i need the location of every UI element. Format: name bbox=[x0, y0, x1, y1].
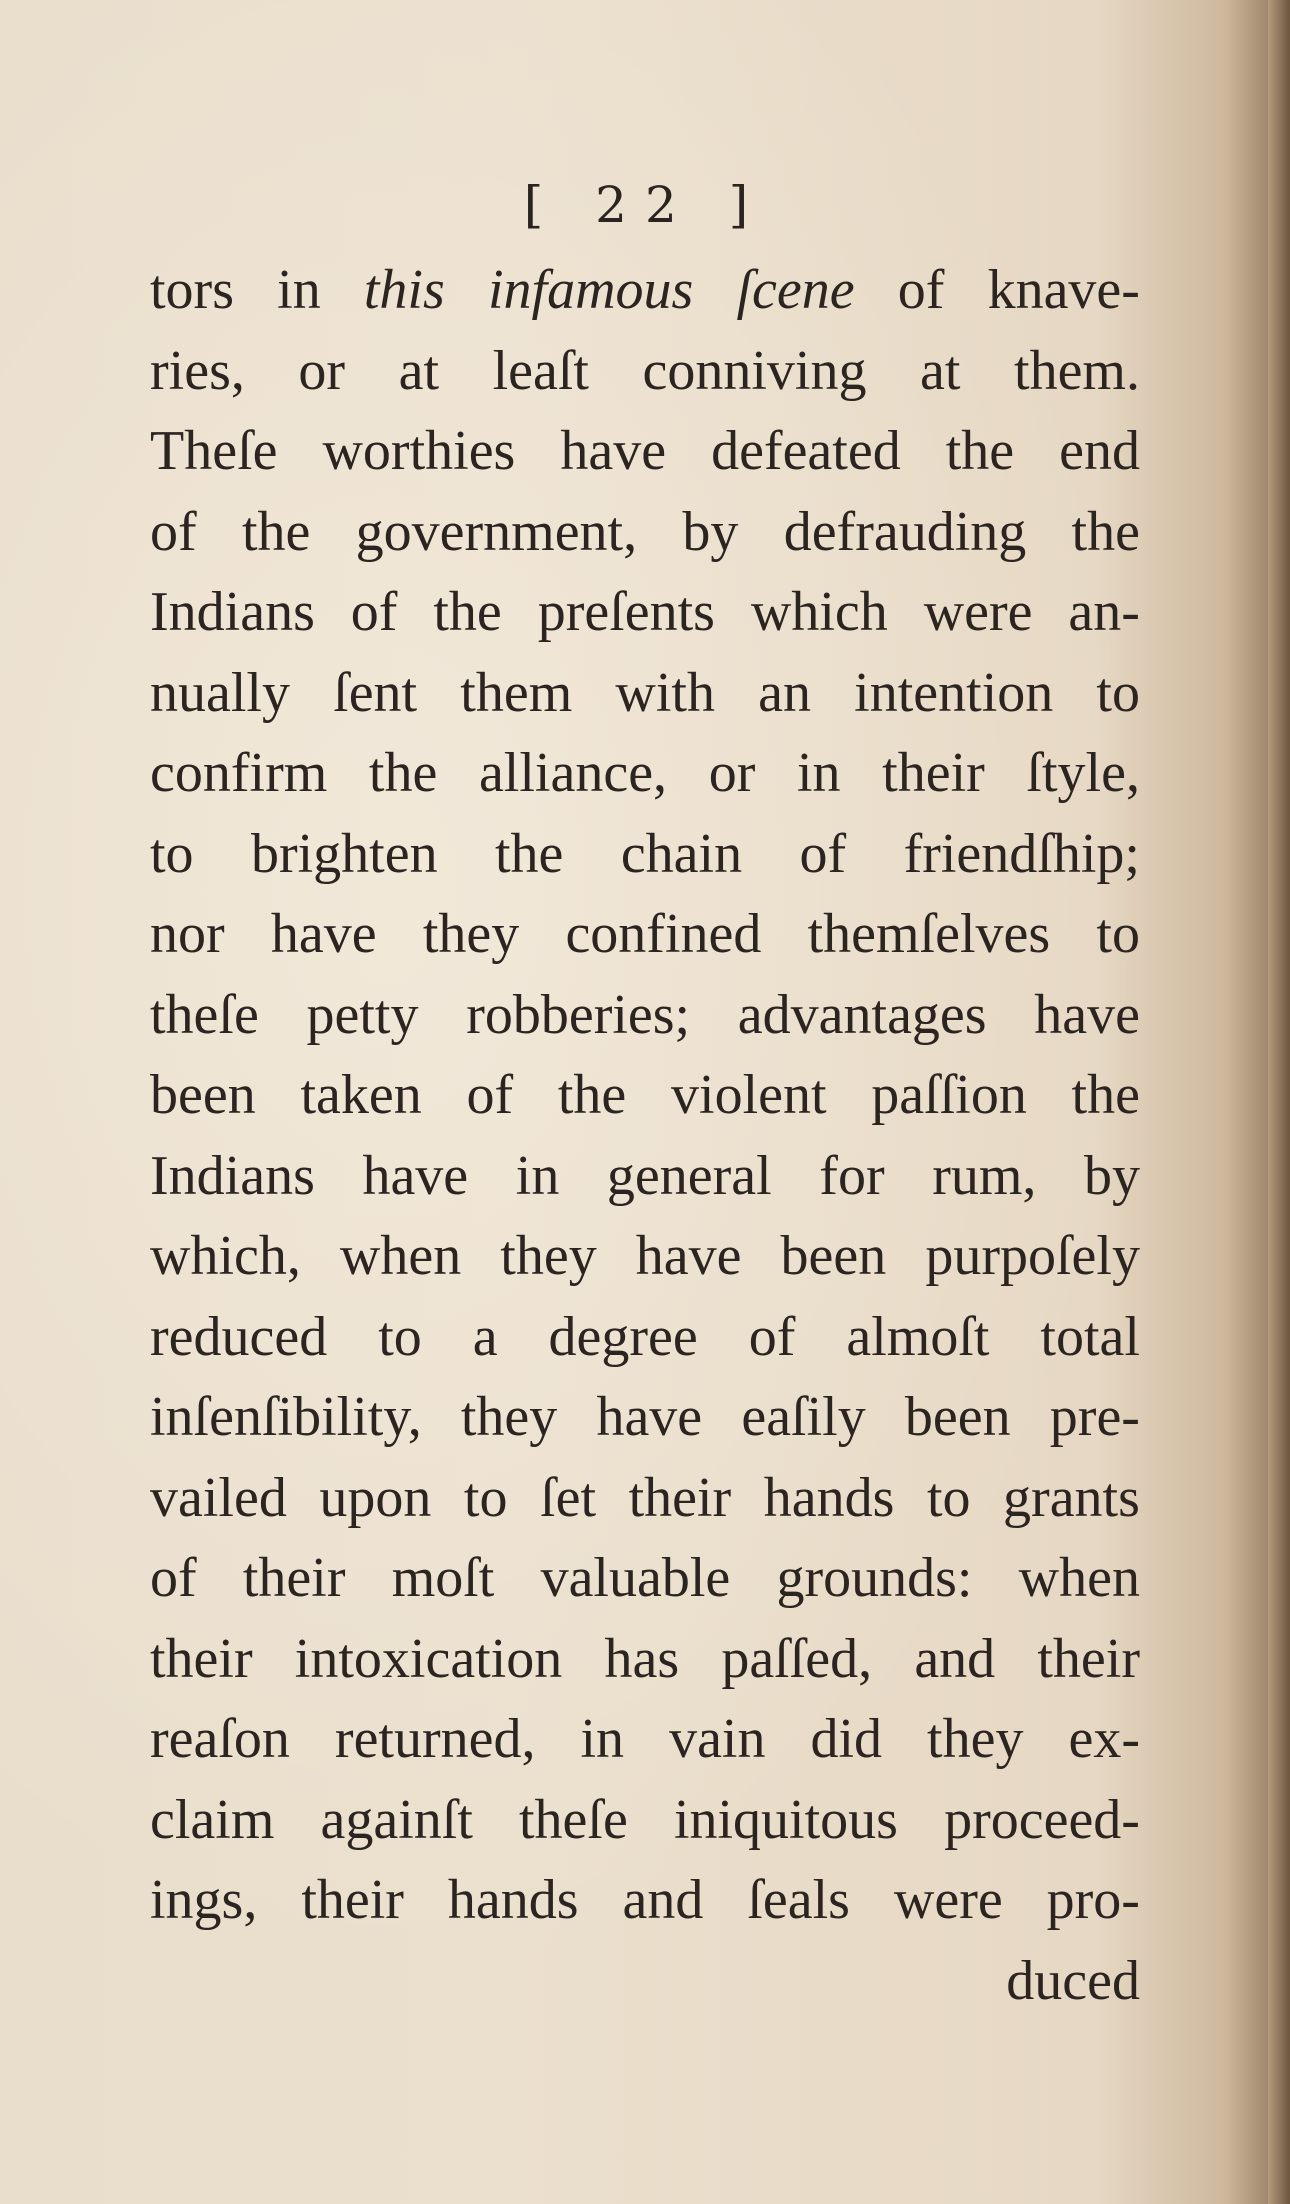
text-line bbox=[150, 894, 1140, 975]
word: been bbox=[780, 1225, 887, 1287]
word: in bbox=[277, 259, 321, 321]
word: of bbox=[466, 1064, 514, 1126]
word: eaſily bbox=[741, 1386, 866, 1448]
word: ex- bbox=[1068, 1708, 1140, 1770]
text-line bbox=[150, 1377, 1140, 1458]
word: nually bbox=[150, 661, 290, 724]
word: upon bbox=[319, 1466, 432, 1529]
word: of bbox=[897, 259, 945, 321]
word: Indians bbox=[150, 581, 315, 643]
word: reaſon bbox=[150, 1708, 290, 1770]
text-line bbox=[150, 331, 1140, 412]
word: ſet bbox=[540, 1466, 597, 1529]
text-line bbox=[150, 250, 1140, 331]
word: to bbox=[926, 1466, 971, 1529]
word: the bbox=[368, 742, 438, 804]
word: to bbox=[1096, 661, 1140, 724]
word: their bbox=[150, 1627, 253, 1690]
word: they bbox=[422, 903, 520, 965]
word: their bbox=[1037, 1627, 1140, 1690]
word: confirm bbox=[150, 742, 328, 804]
word: has bbox=[604, 1627, 680, 1690]
word: themſelves bbox=[807, 903, 1051, 965]
word: alliance, bbox=[478, 742, 668, 804]
word: reduced bbox=[150, 1305, 328, 1368]
word: ings, bbox=[150, 1869, 258, 1931]
word: conniving bbox=[642, 339, 867, 402]
word: Indians bbox=[150, 1144, 315, 1207]
word: with bbox=[615, 661, 715, 724]
word: which, bbox=[150, 1225, 301, 1287]
word: have bbox=[362, 1144, 469, 1207]
word: were bbox=[893, 1869, 1003, 1931]
word: paſſed, bbox=[721, 1627, 873, 1690]
word: a bbox=[472, 1305, 498, 1368]
word: the bbox=[241, 500, 311, 563]
word: degree bbox=[548, 1305, 698, 1368]
word: or bbox=[298, 339, 346, 402]
word: the bbox=[495, 822, 564, 885]
word: in bbox=[580, 1708, 625, 1770]
word: when bbox=[1018, 1547, 1140, 1609]
word: almoſt bbox=[846, 1305, 990, 1368]
word: at bbox=[920, 339, 961, 402]
word: when bbox=[339, 1225, 462, 1287]
text-line bbox=[150, 1860, 1140, 1941]
text-line bbox=[150, 733, 1140, 814]
text-line bbox=[150, 1216, 1140, 1297]
word: or bbox=[708, 742, 756, 804]
word: hands bbox=[763, 1466, 895, 1529]
word: were bbox=[923, 581, 1033, 643]
word: theſe bbox=[519, 1788, 628, 1851]
word: they bbox=[500, 1225, 597, 1287]
word: grounds: bbox=[776, 1547, 973, 1609]
word: the bbox=[433, 581, 502, 643]
word: preſents bbox=[537, 581, 715, 643]
word: ries, bbox=[150, 339, 245, 402]
word: taken bbox=[300, 1064, 422, 1126]
word: theſe bbox=[150, 983, 259, 1046]
word: to bbox=[150, 822, 194, 885]
word: and bbox=[622, 1869, 704, 1931]
word: general bbox=[606, 1144, 772, 1207]
word: an- bbox=[1068, 581, 1140, 643]
text-line bbox=[150, 653, 1140, 734]
word: in bbox=[515, 1144, 560, 1207]
word: been bbox=[150, 1064, 256, 1126]
word: hands bbox=[447, 1869, 579, 1931]
word: purpoſely bbox=[925, 1225, 1140, 1287]
word: returned, bbox=[334, 1708, 536, 1770]
word: intention bbox=[854, 661, 1054, 724]
word: intoxication bbox=[294, 1627, 563, 1690]
word: total bbox=[1040, 1305, 1140, 1368]
word: government, bbox=[355, 500, 638, 563]
word: to bbox=[463, 1466, 508, 1529]
text-line bbox=[150, 814, 1140, 895]
text-line bbox=[150, 1458, 1140, 1539]
word: advantages bbox=[737, 983, 987, 1046]
word: end bbox=[1059, 420, 1140, 482]
word: their bbox=[242, 1547, 346, 1609]
word: have bbox=[1034, 983, 1140, 1046]
word: their bbox=[628, 1466, 732, 1529]
word: they bbox=[927, 1708, 1024, 1770]
word: them bbox=[460, 661, 573, 724]
text-line bbox=[150, 411, 1140, 492]
word: proceed- bbox=[944, 1788, 1140, 1851]
word: of bbox=[150, 500, 197, 563]
text-line bbox=[150, 1136, 1140, 1217]
page-edge bbox=[1268, 0, 1290, 2204]
word: inſenſibility, bbox=[150, 1386, 422, 1448]
word: them. bbox=[1014, 339, 1140, 402]
word: knave- bbox=[987, 259, 1140, 321]
word: petty bbox=[306, 983, 419, 1046]
text-line bbox=[150, 492, 1140, 573]
word: friendſhip; bbox=[903, 822, 1140, 885]
word: defeated bbox=[711, 420, 901, 482]
word: have bbox=[596, 1386, 703, 1448]
word: been bbox=[904, 1386, 1011, 1448]
word: vain bbox=[669, 1708, 766, 1770]
word: valuable bbox=[540, 1547, 731, 1609]
word: pro- bbox=[1046, 1869, 1140, 1931]
word: of bbox=[748, 1305, 796, 1368]
word: in bbox=[796, 742, 841, 804]
word: infamous bbox=[487, 259, 694, 321]
word: vailed bbox=[150, 1466, 287, 1529]
word: by bbox=[1084, 1144, 1140, 1207]
word: ſtyle, bbox=[1026, 742, 1140, 804]
word: chain bbox=[620, 822, 743, 885]
page-number-header: [ 22 ] bbox=[523, 176, 767, 234]
word: this bbox=[363, 259, 445, 321]
word: nor bbox=[150, 903, 225, 965]
word: confined bbox=[565, 903, 762, 965]
word: defrauding bbox=[783, 500, 1027, 563]
word: have bbox=[270, 903, 377, 965]
word: and bbox=[914, 1627, 996, 1690]
word: brighten bbox=[250, 822, 438, 885]
word: iniquitous bbox=[673, 1788, 898, 1851]
word: againſt bbox=[320, 1788, 473, 1851]
word: tors bbox=[150, 259, 234, 321]
word: worthies bbox=[322, 420, 516, 482]
word: for bbox=[819, 1144, 885, 1207]
word: the bbox=[1071, 1064, 1140, 1126]
word: ſent bbox=[333, 661, 418, 724]
word: they bbox=[460, 1386, 558, 1448]
text-line bbox=[150, 1699, 1140, 1780]
word: their bbox=[301, 1869, 404, 1931]
word: rum, bbox=[932, 1144, 1037, 1207]
word: of bbox=[799, 822, 847, 885]
word: robberies; bbox=[466, 983, 691, 1046]
text-line bbox=[150, 1055, 1140, 1136]
word: paſſion bbox=[871, 1064, 1027, 1126]
catchword: duced bbox=[1006, 1949, 1140, 2012]
text-line bbox=[150, 1780, 1140, 1861]
word: an bbox=[758, 661, 811, 724]
word: the bbox=[945, 420, 1015, 482]
text-line bbox=[150, 1538, 1140, 1619]
word: by bbox=[682, 500, 739, 563]
word: pre- bbox=[1049, 1386, 1140, 1448]
word: their bbox=[882, 742, 985, 804]
body-text bbox=[150, 250, 1140, 2021]
text-line bbox=[150, 1619, 1140, 1700]
word: to bbox=[378, 1305, 422, 1368]
word: did bbox=[810, 1708, 883, 1770]
word: to bbox=[1096, 903, 1140, 965]
word: ſeals bbox=[747, 1869, 850, 1931]
word: Theſe bbox=[150, 420, 278, 482]
word: grants bbox=[1003, 1466, 1140, 1529]
text-line bbox=[150, 572, 1140, 653]
word: of bbox=[350, 581, 398, 643]
word: leaſt bbox=[492, 339, 589, 402]
word: ſcene bbox=[736, 259, 855, 321]
word: the bbox=[1071, 500, 1140, 563]
word: at bbox=[398, 339, 440, 402]
text-line bbox=[150, 975, 1140, 1056]
word: claim bbox=[150, 1788, 275, 1851]
word: of bbox=[150, 1547, 197, 1609]
word: moſt bbox=[391, 1547, 495, 1609]
word: which bbox=[750, 581, 888, 643]
word: violent bbox=[671, 1064, 827, 1126]
word: have bbox=[560, 420, 667, 482]
text-line bbox=[150, 1297, 1140, 1378]
word: have bbox=[635, 1225, 742, 1287]
word: the bbox=[557, 1064, 627, 1126]
